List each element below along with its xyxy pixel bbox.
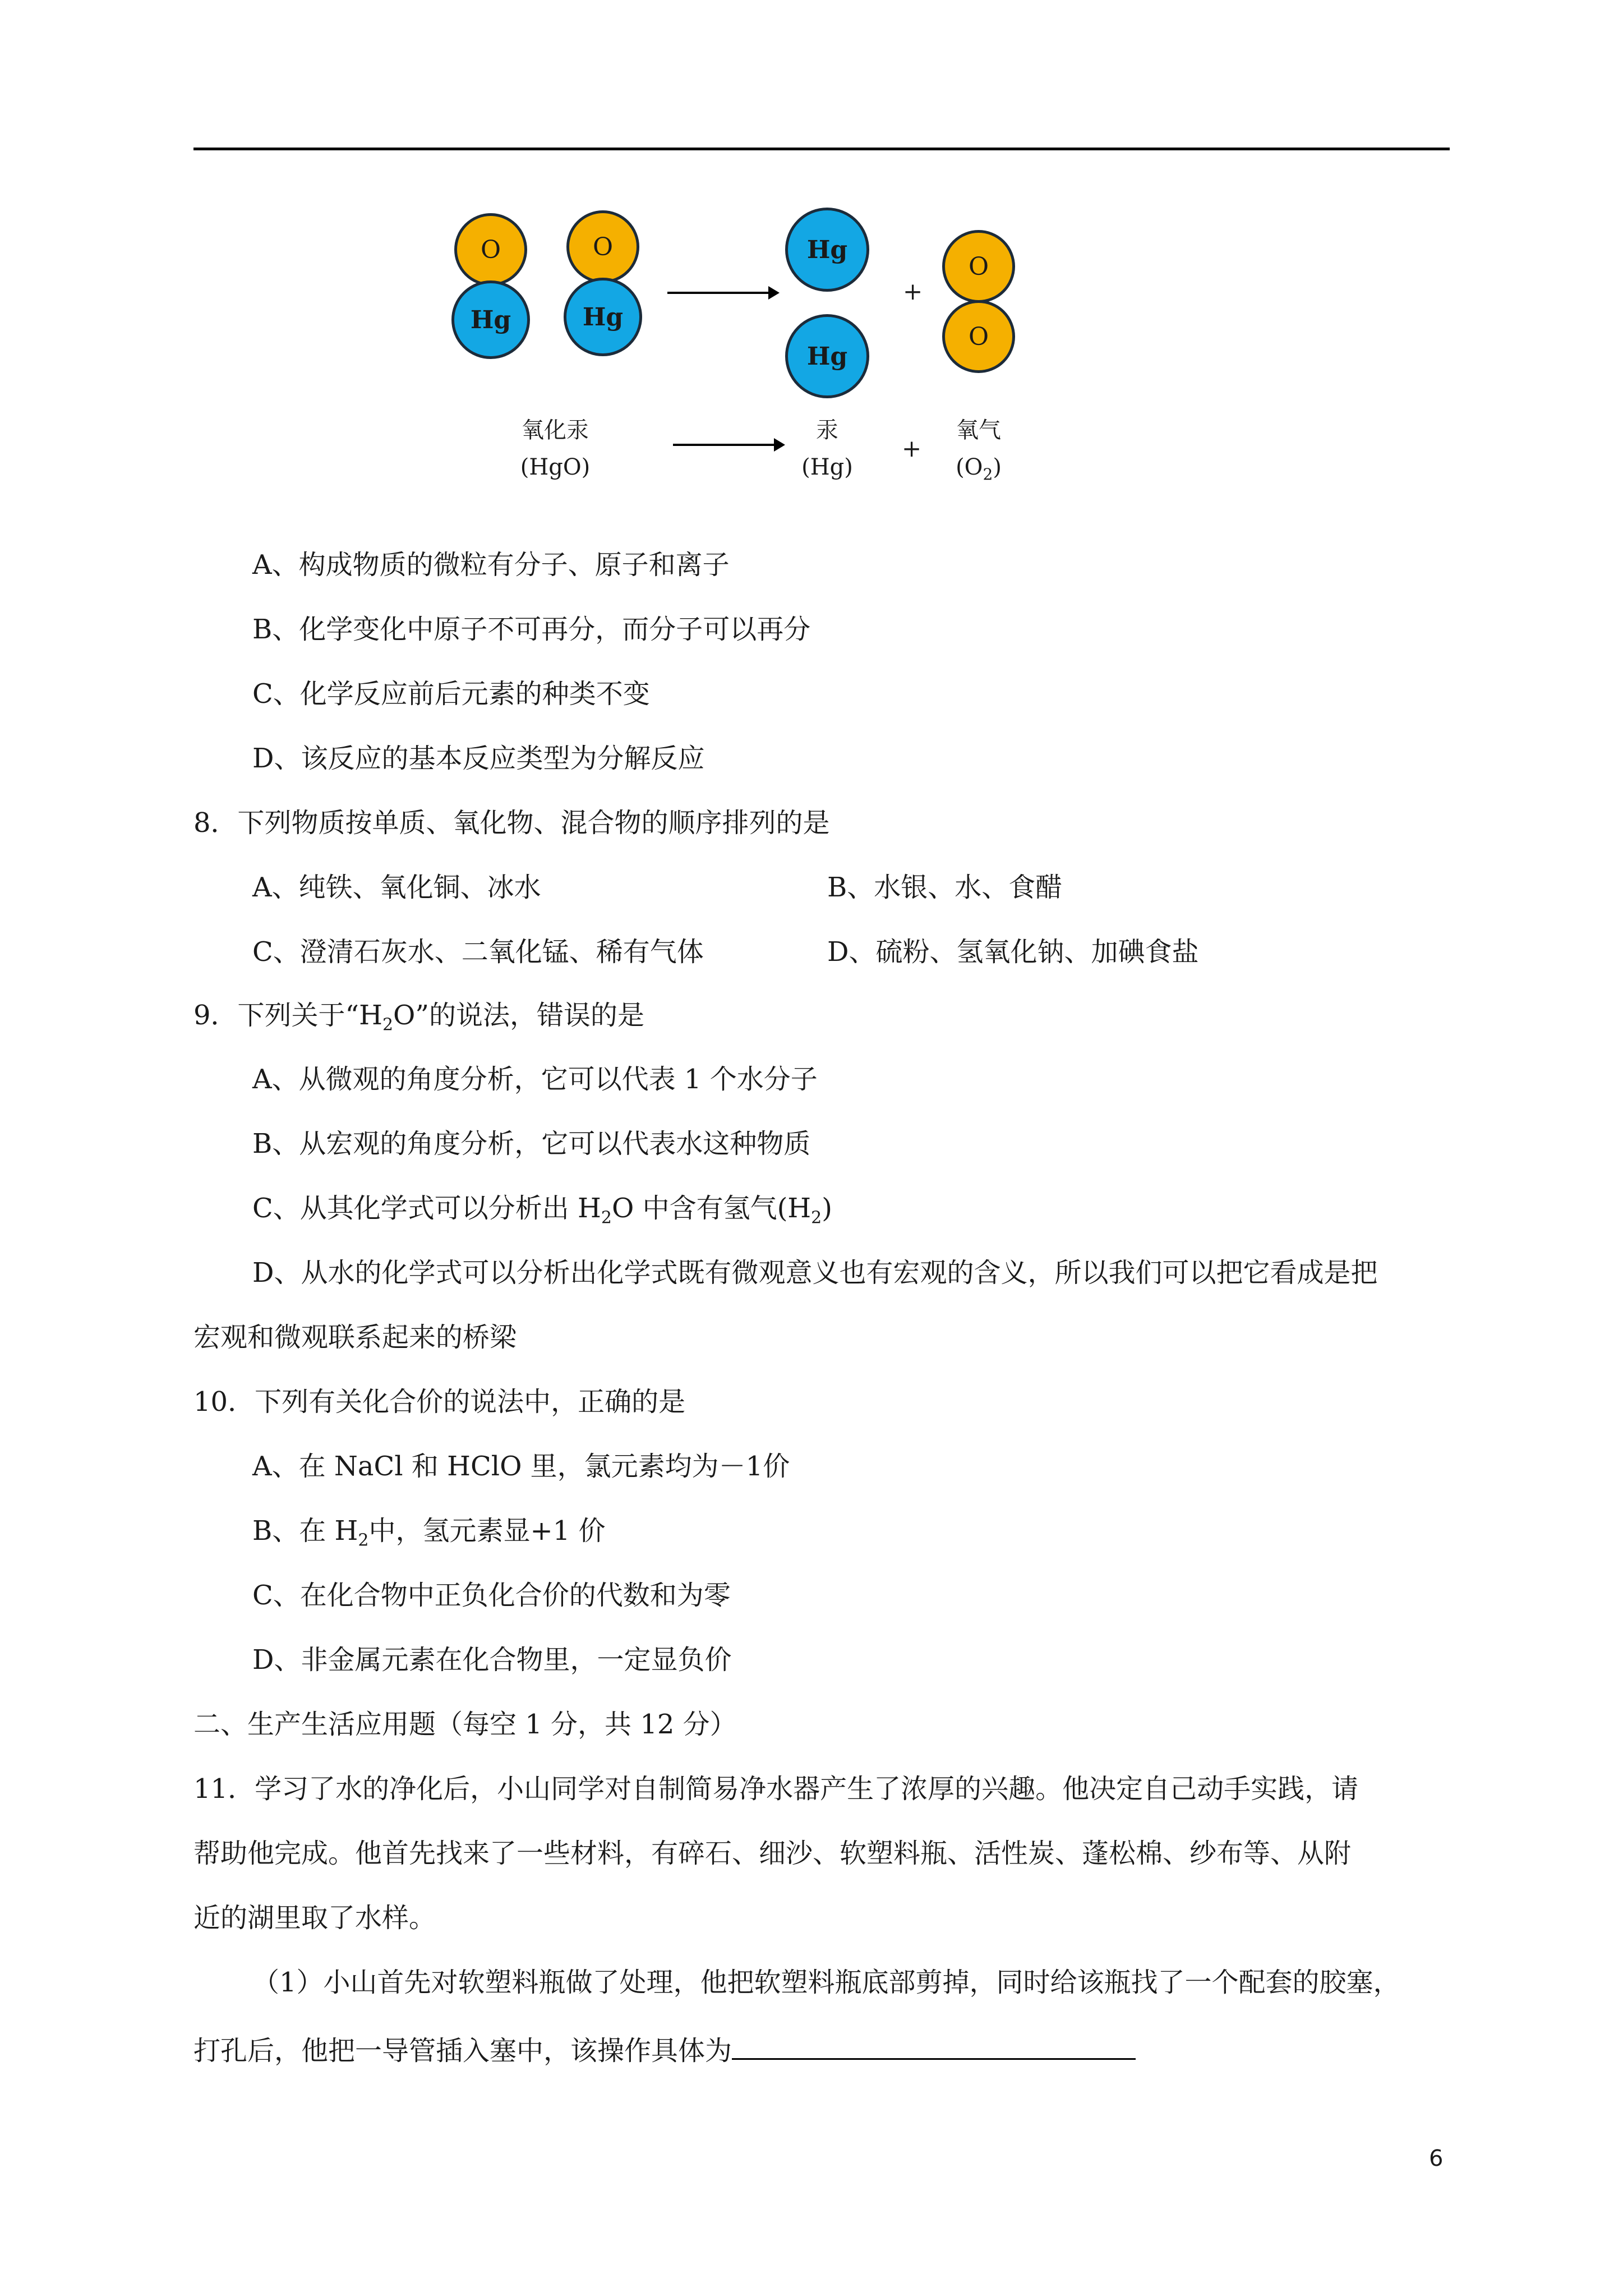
answer-blank[interactable] (732, 2033, 1136, 2060)
q10-option-a: A、在 NaCl 和 HClO 里，氯元素均为－1价 (252, 1451, 790, 1482)
q9-option-d-line2: 宏观和微观联系起来的桥梁 (193, 1322, 517, 1353)
plus-sign: + (903, 278, 923, 305)
q8-option-c: C、澄清石灰水、二氧化锰、稀有气体 (252, 936, 704, 968)
arrow-bottom (673, 438, 785, 452)
page-number: 6 (1429, 2146, 1444, 2171)
product2-label: 氧气 (956, 417, 1001, 443)
mercury-atom: Hg (564, 278, 642, 356)
mercury-atom: Hg (451, 280, 530, 359)
q8-option-d: D、硫粉、氢氧化钠、加碘食盐 (827, 936, 1199, 968)
q9-option-c: C、从其化学式可以分析出 $H_2O$ 中含有氢气$(H_2)$ (252, 1193, 832, 1228)
reaction-diagram (443, 208, 1043, 499)
q9-option-d-line1: D、从水的化学式可以分析出化学式既有微观意义也有宏观的含义，所以我们可以把它看成是把 (252, 1257, 1378, 1289)
header-rule (193, 148, 1450, 150)
q11-line1: 11．学习了水的净化后，小山同学对自制简易净水器产生了浓厚的兴趣。他决定自己动手实践，请 (193, 1773, 1359, 1805)
q10-option-b: B、在 $H_2$中，氢元素显+1 价 (252, 1515, 606, 1550)
q8-option-a: A、纯铁、氧化铜、冰水 (252, 872, 541, 903)
arrow-top (667, 286, 780, 300)
q7-option-a: A、构成物质的微粒有分子、原子和离子 (252, 549, 730, 581)
oxygen-atom: O (566, 210, 639, 283)
q11-sub1-line1: （1）小山首先对软塑料瓶做了处理，他把软塑料瓶底部剪掉，同时给该瓶找了一个配套的胶塞， (252, 1967, 1400, 1998)
q9-stem: 9．下列关于“$H_2O$”的说法，错误的是 (193, 1000, 644, 1035)
q9-option-a: A、从微观的角度分析，它可以代表 1 个水分子 (252, 1064, 818, 1095)
section-2-title: 二、生产生活应用题（每空 1 分，共 12 分） (193, 1709, 737, 1740)
q7-option-b: B、化学变化中原子不可再分，而分子可以再分 (252, 614, 811, 645)
q9-option-b: B、从宏观的角度分析，它可以代表水这种物质 (252, 1128, 811, 1159)
q8-stem: 8．下列物质按单质、氧化物、混合物的顺序排列的是 (193, 807, 830, 839)
q10-option-d: D、非金属元素在化合物里，一定显负价 (252, 1644, 732, 1676)
mercury-atom: Hg (785, 314, 869, 398)
product1-label: 汞 (816, 417, 838, 443)
q11-line2: 帮助他完成。他首先找来了一些材料，有碎石、细沙、软塑料瓶、活性炭、蓬松棉、纱布等、从附 (193, 1838, 1352, 1869)
q8-option-b: B、水银、水、食醋 (827, 872, 1063, 903)
q10-option-c: C、在化合物中正负化合价的代数和为零 (252, 1580, 731, 1611)
reactant-label: 氧化汞 (522, 417, 589, 443)
q11-line3: 近的湖里取了水样。 (193, 1902, 436, 1934)
reactant-formula: (HgO) (520, 454, 591, 480)
product2-formula: $(O_2)$ (956, 454, 1002, 484)
q10-stem: 10．下列有关化合价的说法中，正确的是 (193, 1386, 686, 1418)
oxygen-atom: O (454, 213, 527, 286)
oxygen-atom: O (942, 230, 1015, 303)
q7-option-d: D、该反应的基本反应类型为分解反应 (252, 743, 705, 774)
mercury-atom: Hg (785, 208, 869, 292)
q11-sub1-line2: 打孔后，他把一导管插入塞中，该操作具体为 (193, 2033, 1136, 2064)
product1-formula: (Hg) (801, 454, 853, 480)
plus-sign: + (902, 435, 922, 462)
oxygen-atom: O (942, 300, 1015, 373)
q7-option-c: C、化学反应前后元素的种类不变 (252, 678, 650, 710)
